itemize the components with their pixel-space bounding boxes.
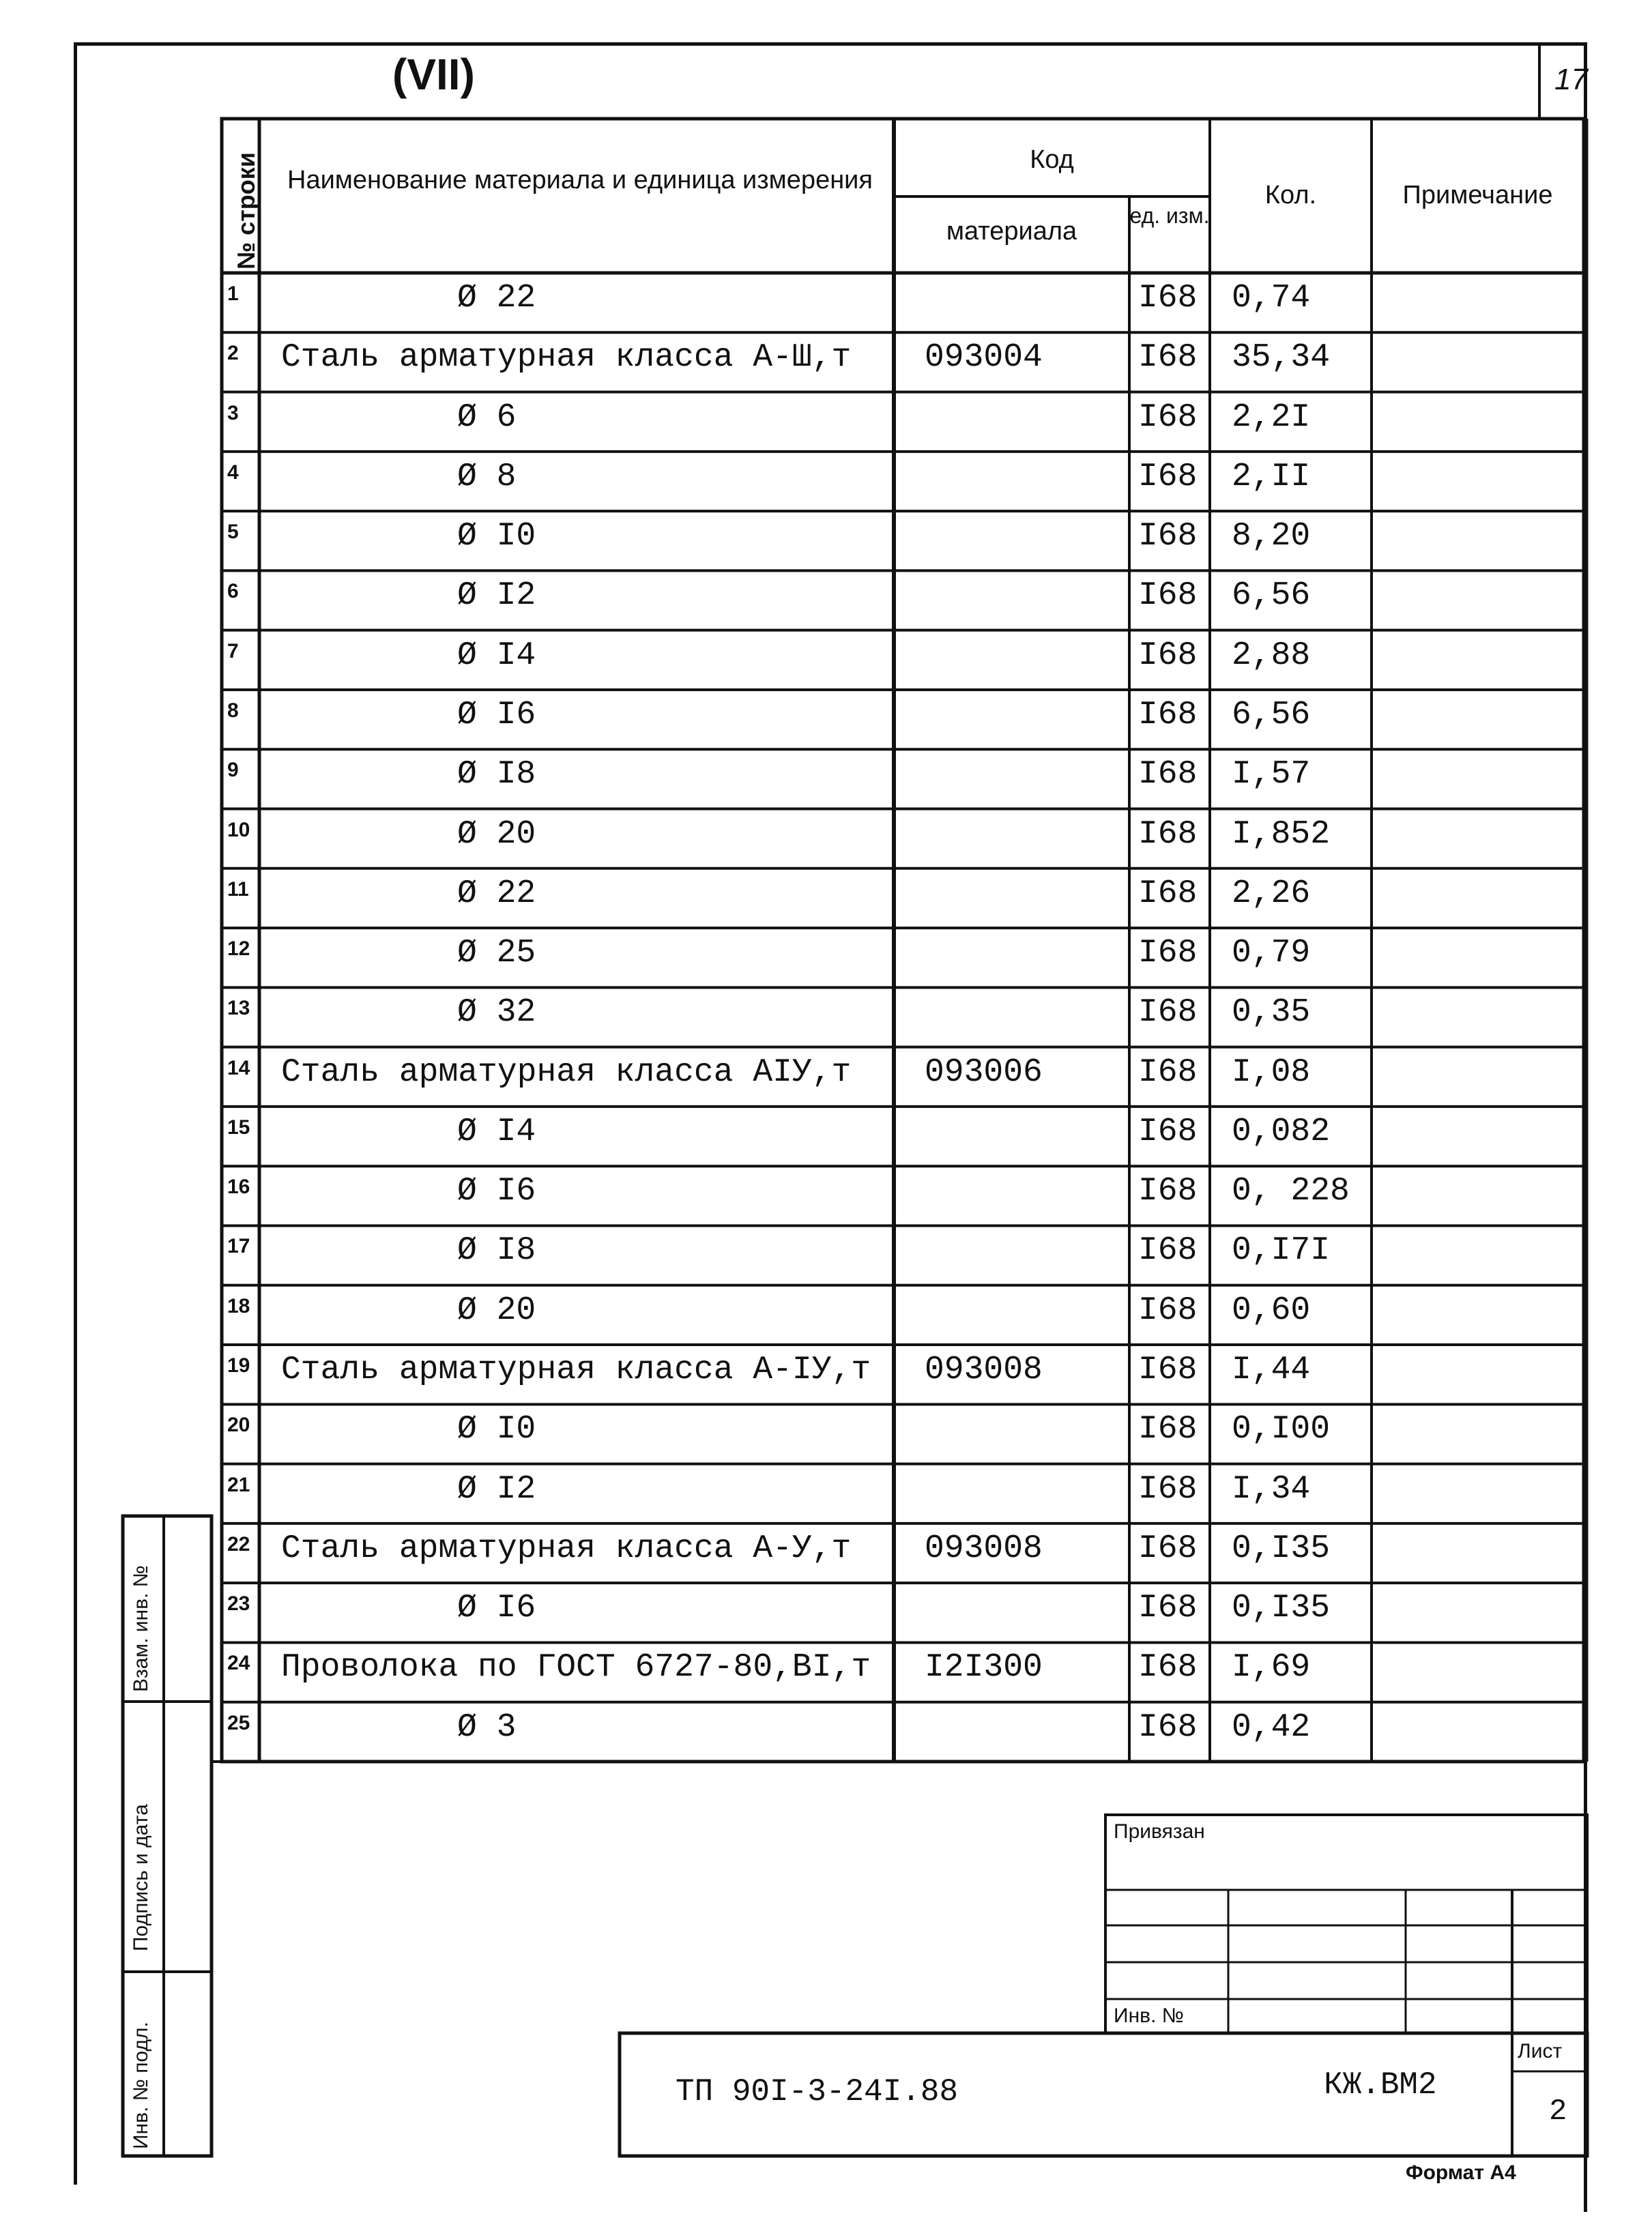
quantity: 8,20 <box>1232 518 1311 555</box>
quantity: 0,35 <box>1232 994 1311 1032</box>
quantity: 2,II <box>1232 458 1311 495</box>
row-number: 12 <box>227 937 250 961</box>
page-number: 17 <box>1554 63 1588 96</box>
unit-code: I68 <box>1138 1113 1198 1150</box>
quantity: 0,I00 <box>1232 1411 1331 1448</box>
inv-no-label: Инв. № <box>1114 2004 1184 2027</box>
quantity: 0, 228 <box>1232 1173 1350 1210</box>
quantity: 2,2I <box>1232 398 1311 436</box>
quantity: 0,I7I <box>1232 1232 1331 1270</box>
row-number: 20 <box>227 1414 250 1437</box>
unit-code: I68 <box>1138 1232 1198 1270</box>
material-name: Ø 20 <box>457 815 536 853</box>
unit-code: I68 <box>1138 637 1198 674</box>
unit-code: I68 <box>1138 1590 1198 1627</box>
quantity: 0,74 <box>1232 280 1311 317</box>
material-name: Сталь арматурная класса А-У,т <box>281 1530 852 1567</box>
unit-code: I68 <box>1138 280 1198 317</box>
quantity: 0,42 <box>1232 1708 1311 1746</box>
quantity: 2,26 <box>1232 875 1311 912</box>
quantity: 0,I35 <box>1232 1530 1331 1567</box>
unit-code: I68 <box>1138 815 1198 853</box>
unit-code: I68 <box>1138 756 1198 793</box>
material-name: Ø 3 <box>457 1708 517 1746</box>
row-number: 6 <box>227 580 239 603</box>
unit-code: I68 <box>1138 875 1198 912</box>
material-name: Сталь арматурная класса АIУ,т <box>281 1053 852 1091</box>
document-mark: КЖ.ВМ2 <box>1324 2067 1437 2103</box>
material-name: Ø I6 <box>457 1590 536 1627</box>
quantity: 6,56 <box>1232 696 1311 733</box>
material-name: Ø I4 <box>457 1113 536 1150</box>
document-code: ТП 90I-3-24I.88 <box>676 2074 959 2110</box>
row-number: 4 <box>227 461 239 484</box>
material-code-header: материала <box>946 217 1077 246</box>
material-name: Проволока по ГОСТ 6727-80,BI,т <box>281 1649 871 1687</box>
unit-code: I68 <box>1138 1173 1198 1210</box>
material-name: Ø 6 <box>457 398 517 436</box>
unit-code: I68 <box>1138 458 1198 495</box>
unit-code: I68 <box>1138 1470 1198 1508</box>
material-name: Сталь арматурная класса А-IУ,т <box>281 1352 871 1389</box>
row-number: 10 <box>227 818 250 841</box>
quantity: 6,56 <box>1232 577 1311 615</box>
material-name: Ø 32 <box>457 994 536 1032</box>
inv-podl-label: Инв. № подл. <box>130 2022 152 2149</box>
quantity: 0,79 <box>1232 935 1311 972</box>
quantity: 2,88 <box>1232 637 1311 674</box>
unit-code: I68 <box>1138 398 1198 436</box>
row-number: 21 <box>227 1473 250 1496</box>
row-number: 5 <box>227 521 239 544</box>
row-number: 13 <box>227 997 250 1020</box>
material-code: 093004 <box>925 339 1043 377</box>
unit-code: I68 <box>1138 339 1198 377</box>
material-name: Ø I6 <box>457 696 536 733</box>
unit-code: I68 <box>1138 1411 1198 1448</box>
row-number: 19 <box>227 1354 250 1377</box>
material-name: Ø I2 <box>457 1470 536 1508</box>
unit-code: I68 <box>1138 1053 1198 1091</box>
material-name: Ø I2 <box>457 577 536 615</box>
row-number: 14 <box>227 1056 250 1079</box>
row-number: 22 <box>227 1532 250 1556</box>
material-name: Сталь арматурная класса А-Ш,т <box>281 339 852 377</box>
quantity-header: Кол. <box>1264 181 1317 209</box>
row-number: 9 <box>227 759 239 782</box>
material-code: 093008 <box>925 1352 1043 1389</box>
unit-code: I68 <box>1138 1292 1198 1329</box>
quantity: I,44 <box>1232 1352 1311 1389</box>
quantity: 0,60 <box>1232 1292 1311 1329</box>
note-header: Примечание <box>1402 181 1553 209</box>
material-name: Ø I8 <box>457 756 536 793</box>
material-code: 093008 <box>925 1530 1043 1567</box>
row-number: 25 <box>227 1711 250 1734</box>
row-number: 1 <box>227 282 239 305</box>
quantity: 0,I35 <box>1232 1590 1331 1627</box>
format-label: Формат А4 <box>1406 2161 1516 2184</box>
unit-code: I68 <box>1138 696 1198 733</box>
unit-code: I68 <box>1138 1352 1198 1389</box>
unit-code-header: ед. изм. <box>1129 203 1210 228</box>
material-name: Ø 22 <box>457 280 536 317</box>
material-name: Ø 25 <box>457 935 536 972</box>
row-number: 7 <box>227 639 239 662</box>
unit-code: I68 <box>1138 1530 1198 1567</box>
quantity: I,34 <box>1232 1470 1311 1508</box>
row-number-header: № строки <box>232 152 260 269</box>
row-number: 23 <box>227 1592 250 1616</box>
row-number: 15 <box>227 1116 250 1139</box>
row-number: 2 <box>227 342 239 365</box>
quantity: 35,34 <box>1232 339 1331 377</box>
privyazan-label: Привязан <box>1114 1820 1205 1843</box>
sheet-label: Лист <box>1518 2040 1563 2062</box>
row-number: 8 <box>227 699 239 722</box>
row-number: 11 <box>227 877 249 901</box>
row-number: 3 <box>227 401 239 424</box>
sheet-value: 2 <box>1549 2095 1567 2129</box>
material-name: Ø I0 <box>457 518 536 555</box>
quantity: I,852 <box>1232 815 1331 853</box>
material-name: Ø I0 <box>457 1411 536 1448</box>
quantity: 0,082 <box>1232 1113 1331 1150</box>
code-group-header: Код <box>1030 145 1074 174</box>
sheet-mark: (VII) <box>392 50 475 99</box>
quantity: I,69 <box>1232 1649 1311 1687</box>
material-name: Ø 22 <box>457 875 536 912</box>
unit-code: I68 <box>1138 935 1198 972</box>
quantity: I,57 <box>1232 756 1311 793</box>
row-number: 24 <box>227 1652 250 1675</box>
unit-code: I68 <box>1138 994 1198 1032</box>
podpis-label: Подпись и дата <box>130 1804 152 1951</box>
material-code: I2I300 <box>925 1649 1043 1687</box>
unit-code: I68 <box>1138 1708 1198 1746</box>
row-number: 17 <box>227 1235 250 1258</box>
unit-code: I68 <box>1138 518 1198 555</box>
material-name: Ø 20 <box>457 1292 536 1329</box>
material-name: Ø I6 <box>457 1173 536 1210</box>
unit-code: I68 <box>1138 1649 1198 1687</box>
row-number: 18 <box>227 1294 250 1317</box>
row-number: 16 <box>227 1176 250 1199</box>
material-name: Ø 8 <box>457 458 517 495</box>
material-code: 093006 <box>925 1053 1043 1091</box>
unit-code: I68 <box>1138 577 1198 615</box>
material-name: Ø I4 <box>457 637 536 674</box>
vzam-label: Взам. инв. № <box>130 1565 152 1692</box>
name-column-header: Наименование материала и единица измерения <box>287 166 873 194</box>
quantity: I,08 <box>1232 1053 1311 1091</box>
material-name: Ø I8 <box>457 1232 536 1270</box>
